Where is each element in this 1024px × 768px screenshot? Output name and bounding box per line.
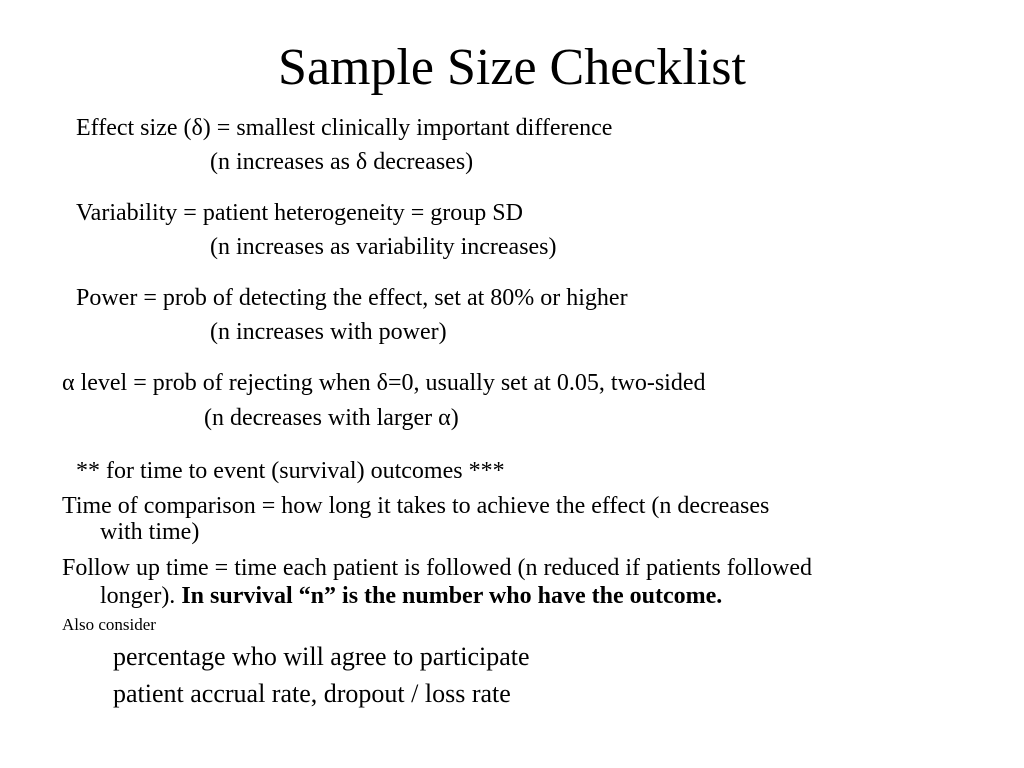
effect-size-note: (n increases as δ decreases) xyxy=(210,149,474,175)
effect-size-line: Effect size (δ) = smallest clinically important difference xyxy=(76,115,613,141)
time-of-comparison-continuation: with time) xyxy=(100,519,200,545)
alpha-level-note: (n decreases with larger α) xyxy=(204,405,459,431)
power-line: Power = prob of detecting the effect, set at 80% or higher xyxy=(76,285,628,311)
survival-n-definition: In survival “n” is the number who have the outcome. xyxy=(181,583,723,609)
survival-header: ** for time to event (survival) outcomes *** xyxy=(76,458,505,484)
follow-up-time-continuation xyxy=(100,580,722,612)
slide-title: Sample Size Checklist xyxy=(278,39,746,96)
variability-line: Variability = patient heterogeneity = group SD xyxy=(76,200,523,226)
follow-up-plain-text: longer). xyxy=(100,583,176,609)
also-consider-label: Also consider xyxy=(62,615,156,634)
also-consider-item: percentage who will agree to participate xyxy=(113,642,530,671)
also-consider-item: patient accrual rate, dropout / loss rate xyxy=(113,679,511,708)
alpha-level-line: α level = prob of rejecting when δ=0, usually set at 0.05, two-sided xyxy=(62,370,706,396)
follow-up-time-line: Follow up time = time each patient is followed (n reduced if patients followed xyxy=(62,555,813,581)
time-of-comparison-line: Time of comparison = how long it takes to achieve the effect (n decreases xyxy=(62,493,770,519)
variability-note: (n increases as variability increases) xyxy=(210,234,557,260)
power-note: (n increases with power) xyxy=(210,319,447,345)
